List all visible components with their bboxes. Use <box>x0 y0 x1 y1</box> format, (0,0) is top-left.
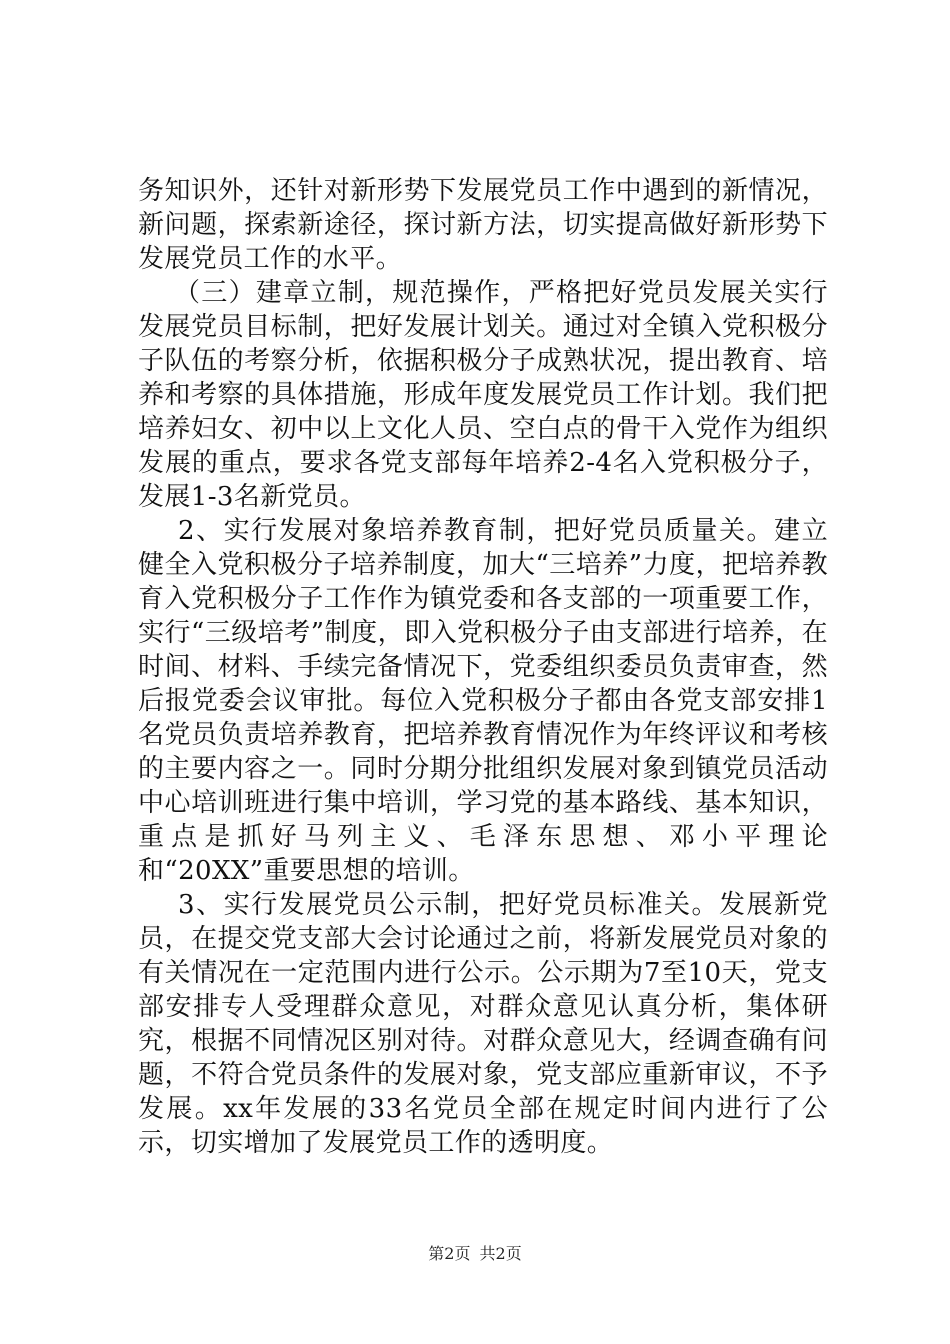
paragraph-item-2: 2、实行发展对象培养教育制，把好党员质量关。建立健全入党积极分子培养制度，加大“三培养”力度，把培养教育入党积极分子工作作为镇党委和各支部的一项重要工作，实行“三级培考”制度，即入党积极分子由支部进行培养，在时间、材料、手续完备情况下，党委组织委员负责审查，然后报党委会议审批。每位入党积极分子都由各党支部安排1名党员负责培养教育，把培养教育情况作为年终评议和考核的主要内容之一。同时分期分批组织发展对象到镇党员活动中心培训班进行集中培训，学习党的基本路线、基本知识，重点是抓好马列主义、毛泽东思想、邓小平理论和“20XX”重要思想的培训。 <box>138 516 828 886</box>
document-body <box>138 174 828 1160</box>
paragraph-item-3: 3、实行发展党员公示制，把好党员标准关。发展新党员，在提交党支部大会讨论通过之前，将新发展党员对象的有关情况在一定范围内进行公示。公示期为7至10天，党支部安排专人受理群众意见，对群众意见认真分析，集体研究，根据不同情况区别对待。对群众意见大，经调查确有问题，不符合党员条件的发展对象，党支部应重新审议，不予发展。xx年发展的33名党员全部在规定时间内进行了公示，切实增加了发展党员工作的透明度。 <box>138 890 828 1158</box>
page-footer <box>0 1244 950 1264</box>
page-total: 共2页 <box>479 1244 522 1263</box>
paragraph-section-three: （三）建章立制，规范操作，严格把好党员发展关实行发展党员目标制，把好发展计划关。通过对全镇入党积极分子队伍的考察分析，依据积极分子成熟状况，提出教育、培养和考察的具体措施，形成年度发展党员工作计划。我们把培养妇女、初中以上文化人员、空白点的骨干入党作为组织发展的重点，要求各党支部每年培养2-4名入党积极分子，发展1-3名新党员。 <box>138 278 828 512</box>
page-number: 第2页 <box>428 1244 471 1263</box>
paragraph-continuation: 务知识外，还针对新形势下发展党员工作中遇到的新情况，新问题，探索新途径，探讨新方法，切实提高做好新形势下发展党员工作的水平。 <box>138 176 828 274</box>
